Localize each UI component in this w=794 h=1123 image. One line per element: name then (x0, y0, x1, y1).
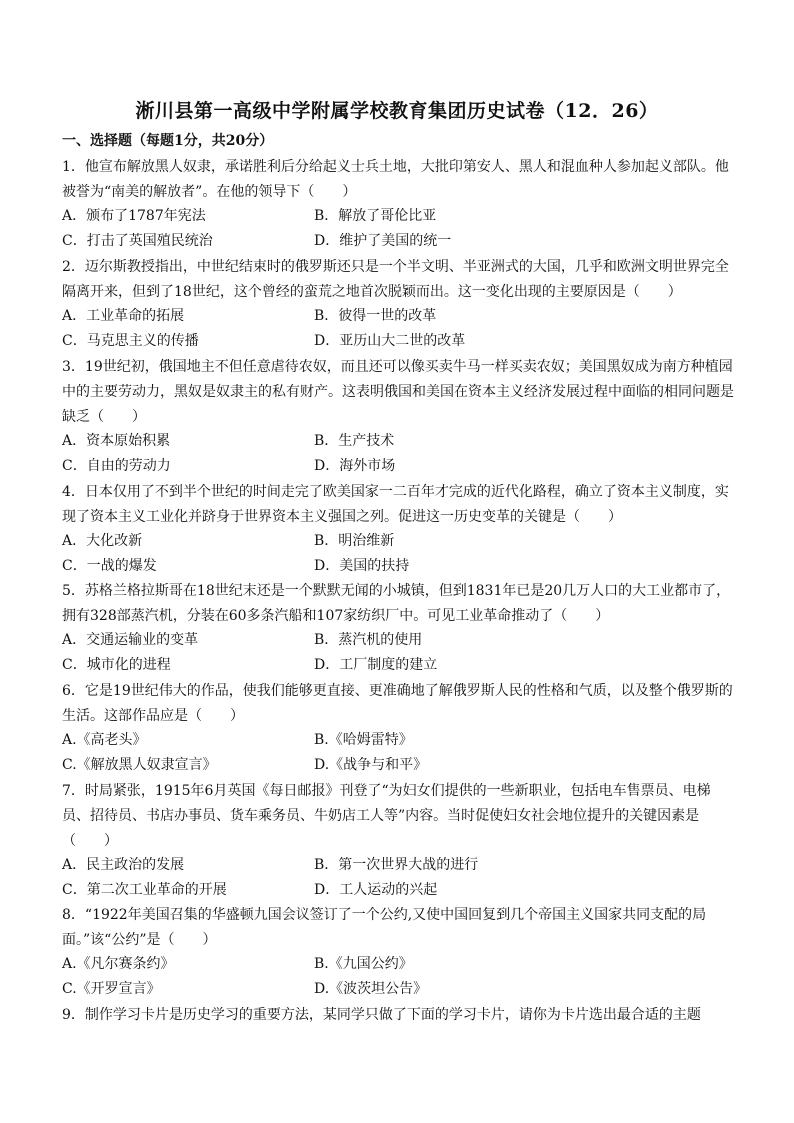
question-1-options (62, 205, 734, 254)
option-c: C．打击了英国殖民统治 (62, 232, 213, 249)
question-5-stem: 5．苏格兰格拉斯哥在18世纪末还是一个默默无闻的小城镇，但到1831年已是20几万人口的大工业都市了，拥有328部蒸汽机，分装在60多条汽船和107家纺织厂中。可见工业革命推动了（ ） (62, 583, 731, 624)
question-8-stem: 8．“1922年美国召集的华盛顿九国会议签订了一个公约,又使中国回复到几个帝国主义国家共同支配的局面。”该“公约”是（ ） (62, 907, 707, 948)
question-8-options (62, 953, 734, 1002)
option-b: B．蒸汽机的使用 (314, 632, 423, 648)
option-a: A.《凡尔赛条约》 (62, 956, 175, 972)
question-1-stem: 1．他宣布解放黑人奴隶，承诺胜利后分给起义士兵土地，大批印第安人、黑人和混血种人参加起义部队。他被誉为“南美的解放者”。在他的领导下（ ） (62, 159, 729, 200)
section-heading: 一、选择题（每题1分，共20分） (62, 133, 274, 149)
option-a: A．交通运输业的变革 (62, 632, 199, 648)
option-d: D．维护了美国的统一 (314, 232, 452, 249)
option-b: B.《九国公约》 (314, 956, 413, 972)
question-4-options (62, 530, 734, 579)
option-c: C．马克思主义的传播 (62, 332, 199, 349)
option-a: A．资本原始积累 (62, 433, 171, 449)
option-d: D．工人运动的兴起 (314, 881, 438, 898)
question-7-options (62, 854, 734, 903)
option-c: C．城市化的进程 (62, 656, 171, 673)
option-b: B．第一次世界大战的进行 (314, 857, 479, 873)
option-a: A．大化改新 (62, 533, 143, 549)
option-d: D.《波茨坦公告》 (314, 980, 428, 997)
option-b: B．彼得一世的改革 (314, 308, 437, 324)
question-2-stem: 2．迈尔斯教授指出，中世纪结束时的俄罗斯还只是一个半文明、半亚洲式的大国，几乎和欧洲文明世界完全隔离开来，但到了18世纪，这个曾经的蛮荒之地首次脱颖而出。这一变化出现的主要原因是（ ） (62, 259, 729, 300)
exam-title: 淅川县第一高级中学附属学校教育集团历史试卷（12．26） (135, 100, 659, 122)
option-d: D．海外市场 (314, 457, 396, 474)
question-7-stem: 7．时局紧张，1915年6月英国《每日邮报》刊登了“为妇女们提供的一些新职业，包括电车售票员、电梯员、招待员、书店办事员、货车乘务员、牛奶店工人等”内容。当时促使妇女社会地位提升的关键因素是（ ） (62, 783, 711, 849)
question-5-options (62, 629, 734, 678)
option-a: A．工业革命的拓展 (62, 308, 185, 324)
option-d: D.《战争与和平》 (314, 756, 428, 773)
question-4-stem: 4．日本仅用了不到半个世纪的时间走完了欧美国家一二百年才完成的近代化路程，确立了资本主义制度，实现了资本主义工业化并跻身于世界资本主义强国之列。促进这一历史变革的关键是（ ） (62, 484, 729, 525)
question-9-stem: 9．制作学习卡片是历史学习的重要方法，某同学只做了下面的学习卡片，请你为卡片选出最合适的主题 (62, 1007, 701, 1023)
option-b: B.《哈姆雷特》 (314, 732, 413, 748)
option-a: A.《高老头》 (62, 732, 147, 748)
option-c: C.《开罗宣言》 (62, 980, 161, 997)
option-c: C.《解放黑人奴隶宣言》 (62, 756, 217, 773)
option-d: D．亚历山大二世的改革 (314, 332, 466, 349)
question-3-stem: 3．19世纪初，俄国地主不但任意虐待农奴，而且还可以像买卖牛马一样买卖农奴；美国黑奴成为南方种植园中的主要劳动力，黑奴是奴隶主的私有财产。这表明俄国和美国在资本主义经济发展过程中面临的相同问题是缺乏（ ） (62, 359, 734, 425)
option-d: D．美国的扶持 (314, 557, 410, 574)
option-a: A．颁布了1787年宪法 (62, 208, 206, 224)
option-a: A．民主政治的发展 (62, 857, 185, 873)
question-6-options (62, 729, 734, 778)
question-2-options (62, 305, 734, 354)
option-b: B．解放了哥伦比亚 (314, 208, 437, 224)
option-c: C．一战的爆发 (62, 557, 157, 574)
option-b: B．生产技术 (314, 433, 395, 449)
option-b: B．明治维新 (314, 533, 395, 549)
question-6-stem: 6．它是19世纪伟大的作品，使我们能够更直接、更准确地了解俄罗斯人民的性格和气质，以及整个俄罗斯的生活。这部作品应是（ ） (62, 683, 733, 724)
option-c: C．自由的劳动力 (62, 457, 171, 474)
option-c: C．第二次工业革命的开展 (62, 881, 227, 898)
question-3-options (62, 430, 734, 479)
option-d: D．工厂制度的建立 (314, 656, 438, 673)
